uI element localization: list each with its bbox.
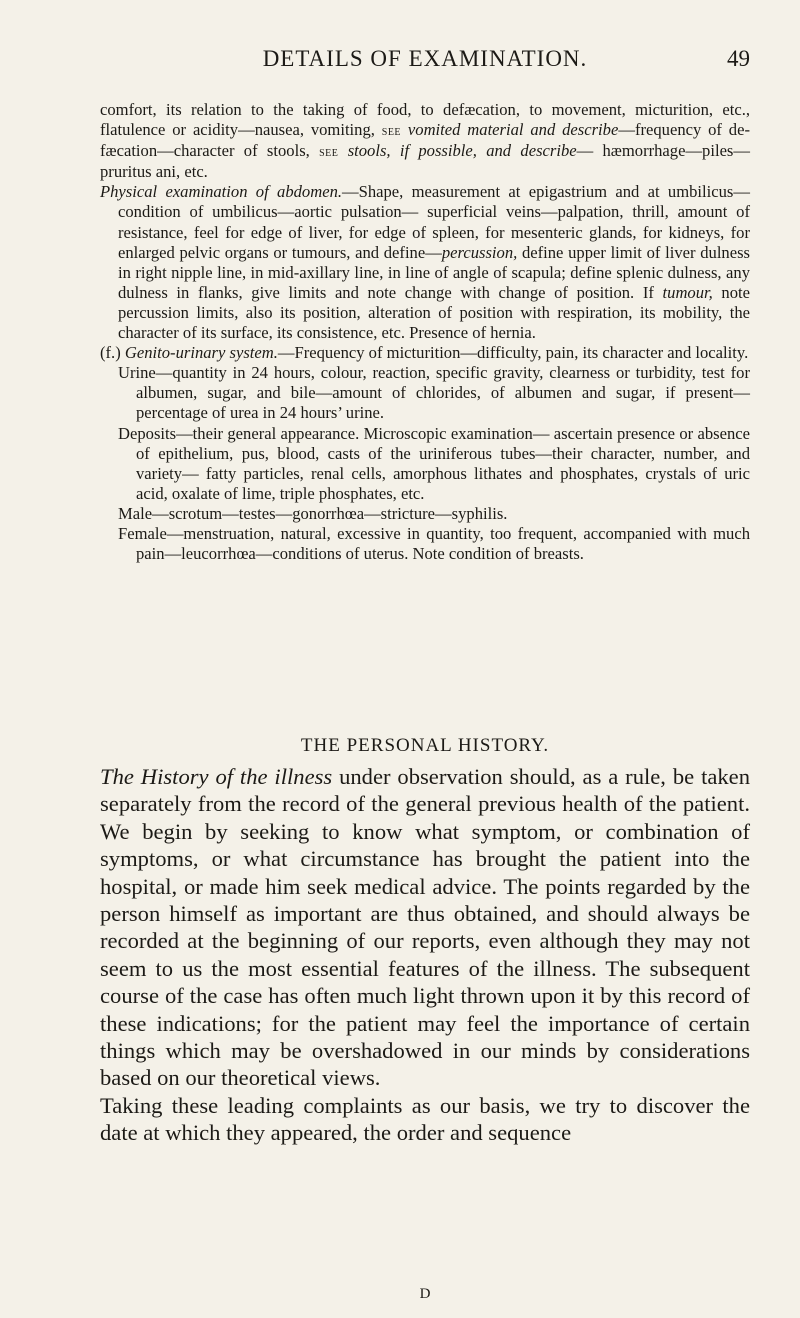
- running-head-title: DETAILS OF EXAMINATION.: [262, 46, 588, 71]
- personal-history-paragraph-1: The History of the illness under observation should, as a rule, be taken separately from the record of the general previous health of the patient. We begin by seeking to know what symptom, or combination of symptoms, or what circumstance has brought the patient into the hospital, or made him seek medical advice. The points regarded by the person himself as important are thus obtained, and should always be recorded at the beginning of our reports, even although they may not seem to us the most essential features of the illness. The subsequent course of the case has often much light thrown upon it by this record of these indications; for the patient may feel the importance of certain things which may be overshadowed in our minds by considerations based on our theoretical views.: [100, 764, 751, 1091]
- signature-mark: D: [419, 1286, 431, 1302]
- genito-urinary-label: Genito-urinary system.: [124, 343, 278, 363]
- examination-details: [100, 100, 750, 564]
- urine-paragraph: Urine—quantity in 24 hours, colour, reaction, specific gravity, clearness or turbidity, test for albumen, sugar, and bile—amount of chlorides, of albumen and sugar, if present—percentage of urea in 24 hours’ urine.: [118, 363, 750, 423]
- physical-examination-paragraph: Physical examination of abdomen.—Shape, measurement at epigastrium and at umbilicus—condition of umbilicus—aortic pulsation— superficial veins—palpation, thrill, amount of resistance, feel for edge of liver, for edge of spleen, for mesenteric glands, for kidneys, for enlarged pelvic organs or tumours, and define—percussion, define upper limit of liver dulness in right nipple line, in mid-axillary line, in line of angle of scapula; define splenic dulness, any dulness in flanks, give limits and note change with change of position. If tumour, note percussion limits, also its position, alteration of position with respiration, its mobility, the character of its surface, its consistence, etc. Presence of hernia.: [100, 182, 751, 343]
- personal-history-body: [100, 763, 750, 1147]
- female-paragraph: Female—menstruation, natural, excessive in quantity, too frequent, accompanied with much pain—leucorrhœa—conditions of uterus. Note condition of breasts.: [118, 523, 750, 564]
- page-number: 49: [727, 46, 750, 71]
- see-reference: see: [319, 144, 339, 161]
- running-head: [100, 46, 750, 82]
- section-heading: THE PERSONAL HISTORY.: [300, 735, 550, 756]
- male-paragraph: Male—scrotum—testes—gonorrhœa—stricture—syphilis.: [118, 503, 508, 523]
- section-marker: (f.): [100, 343, 121, 363]
- genito-urinary-paragraph: (f.) Genito-urinary system.—Frequency of micturition—difficulty, pain, its character and locality.: [100, 343, 749, 363]
- deposits-paragraph: Deposits—their general appearance. Microscopic examination— ascertain presence or absence of epithelium, pus, blood, casts of the uriniferous tubes—their character, number, and variety— fatty particles, renal cells, amorphous lithates and phosphates, crystals of uric acid, oxalate of lime, triple phosphates, etc.: [118, 423, 750, 503]
- see-reference: see: [381, 123, 402, 140]
- physical-examination-label: Physical examination of abdomen.: [100, 182, 343, 202]
- personal-history-paragraph-2: Taking these leading complaints as our basis, we try to discover the date at which they appeared, the order and sequence: [100, 1092, 750, 1146]
- abdomen-symptoms-paragraph: comfort, its relation to the taking of food, to defæcation, to movement, micturition, etc., flatulence or acidity—nausea, vomiting, see vomited material and describe—frequency of defæcation—character of stools, see stools, if possible, and describe— hæmorrhage—piles—pruritus ani, etc.: [100, 100, 750, 182]
